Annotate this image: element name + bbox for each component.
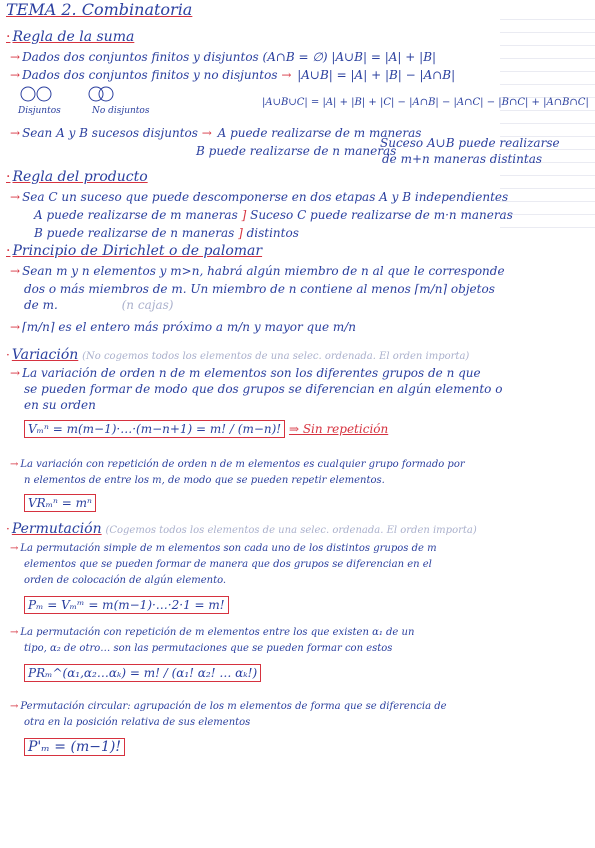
suma-line-4d: de m+n maneras distintas xyxy=(382,152,543,166)
producto-line-3: B puede realizarse de n maneras ] distintos xyxy=(34,226,299,240)
permutacion-line-1: → La permutación simple de m elementos son cada uno de los distintos grupos de m xyxy=(10,543,437,554)
dirichlet-line-3: de m. (n cajas) xyxy=(24,298,174,312)
label-no-disjuntos: No disjuntos xyxy=(92,106,150,116)
permutacion-heading-row: · Permutación (Cogemos todos los elementos de una selec. ordenada. El orden importa) xyxy=(6,521,477,537)
permutacion-formula-2: PRₘ^(α₁,α₂…αₖ) = m! / (α₁! α₂! … αₖ!) xyxy=(24,664,261,682)
dirichlet-line-1: → Sean m y n elementos y m>n, habrá algún miembro de n al que le corresponde xyxy=(10,264,505,278)
suma-line-4c: Suceso A∪B puede realizarse xyxy=(380,136,560,150)
label-disjuntos: Disjuntos xyxy=(18,106,61,116)
permutacion-line-4: → La permutación con repetición de m elementos entre los que existen α₁ de un xyxy=(10,627,415,638)
variacion-line-4: → La variación con repetición de orden n de m elementos es cualquier grupo formado por xyxy=(10,459,465,470)
permutacion-line-7: otra en la posición relativa de sus elementos xyxy=(24,717,251,728)
suma-formula-3: |A∪B∪C| = |A| + |B| + |C| − |A∩B| − |A∩C| − |B∩C| + |A∩B∩C| xyxy=(262,97,589,108)
variacion-formula-1: Vₘⁿ = m(m−1)·…·(m−n+1) = m! / (m−n)! ⇒ Sin repetición xyxy=(24,420,388,438)
variacion-heading-row: · Variación (No cogemos todos los elementos de una selec. ordenada. El orden importa) xyxy=(6,347,470,363)
suma-line-1: → Dados dos conjuntos finitos y disjuntos (A∩B = ∅) |A∪B| = |A| + |B| xyxy=(10,50,437,64)
heading-dirichlet: · Principio de Dirichlet o de palomar xyxy=(6,243,263,259)
permutacion-line-6: → Permutación circular: agrupación de los m elementos de forma que se diferencia de xyxy=(10,701,447,712)
bleed-through-text xyxy=(500,10,595,240)
permutacion-formula-3: P'ₘ = (m−1)! xyxy=(24,738,125,756)
permutacion-line-5: tipo, α₂ de otro… son las permutaciones que se pueden formar con estos xyxy=(24,643,393,654)
suma-line-2: → Dados dos conjuntos finitos y no disjuntos → |A∪B| = |A| + |B| − |A∩B| xyxy=(10,68,456,82)
heading-regla-producto: · Regla del producto xyxy=(6,169,148,185)
producto-line-2: A puede realizarse de m maneras ] Suceso C puede realizarse de m·n maneras xyxy=(34,208,513,222)
producto-line-1: → Sea C un suceso que puede descomponerse en dos etapas A y B independientes xyxy=(10,190,509,204)
suma-line-4b: B puede realizarse de n maneras xyxy=(196,144,397,158)
page-title: TEMA 2. Combinatoria xyxy=(6,0,193,19)
suma-line-4: → Sean A y B sucesos disjuntos → A puede realizarse de m maneras xyxy=(10,126,422,140)
dirichlet-line-2: dos o más miembros de m. Un miembro de n contiene al menos ⌈m/n⌉ objetos xyxy=(24,282,495,296)
variacion-line-3: en su orden xyxy=(24,398,96,412)
dirichlet-line-4: → ⌈m/n⌉ es el entero más próximo a m/n y mayor que m/n xyxy=(10,320,357,334)
variacion-line-2: se pueden formar de modo que dos grupos se diferencian en algún elemento o xyxy=(24,382,503,396)
permutacion-line-2: elementos que se pueden formar de manera que dos grupos se diferencian en el xyxy=(24,559,432,570)
permutacion-formula-1: Pₘ = Vₘᵐ = m(m−1)·…·2·1 = m! xyxy=(24,596,229,614)
heading-regla-suma: · Regla de la suma xyxy=(6,29,135,45)
variacion-formula-2: VRₘⁿ = mⁿ xyxy=(24,494,96,512)
permutacion-line-3: orden de colocación de algún elemento. xyxy=(24,575,227,586)
variacion-line-1: → La variación de orden n de m elementos son los diferentes grupos de n que xyxy=(10,366,481,380)
variacion-line-5: n elementos de entre los m, de modo que se pueden repetir elementos. xyxy=(24,475,385,486)
